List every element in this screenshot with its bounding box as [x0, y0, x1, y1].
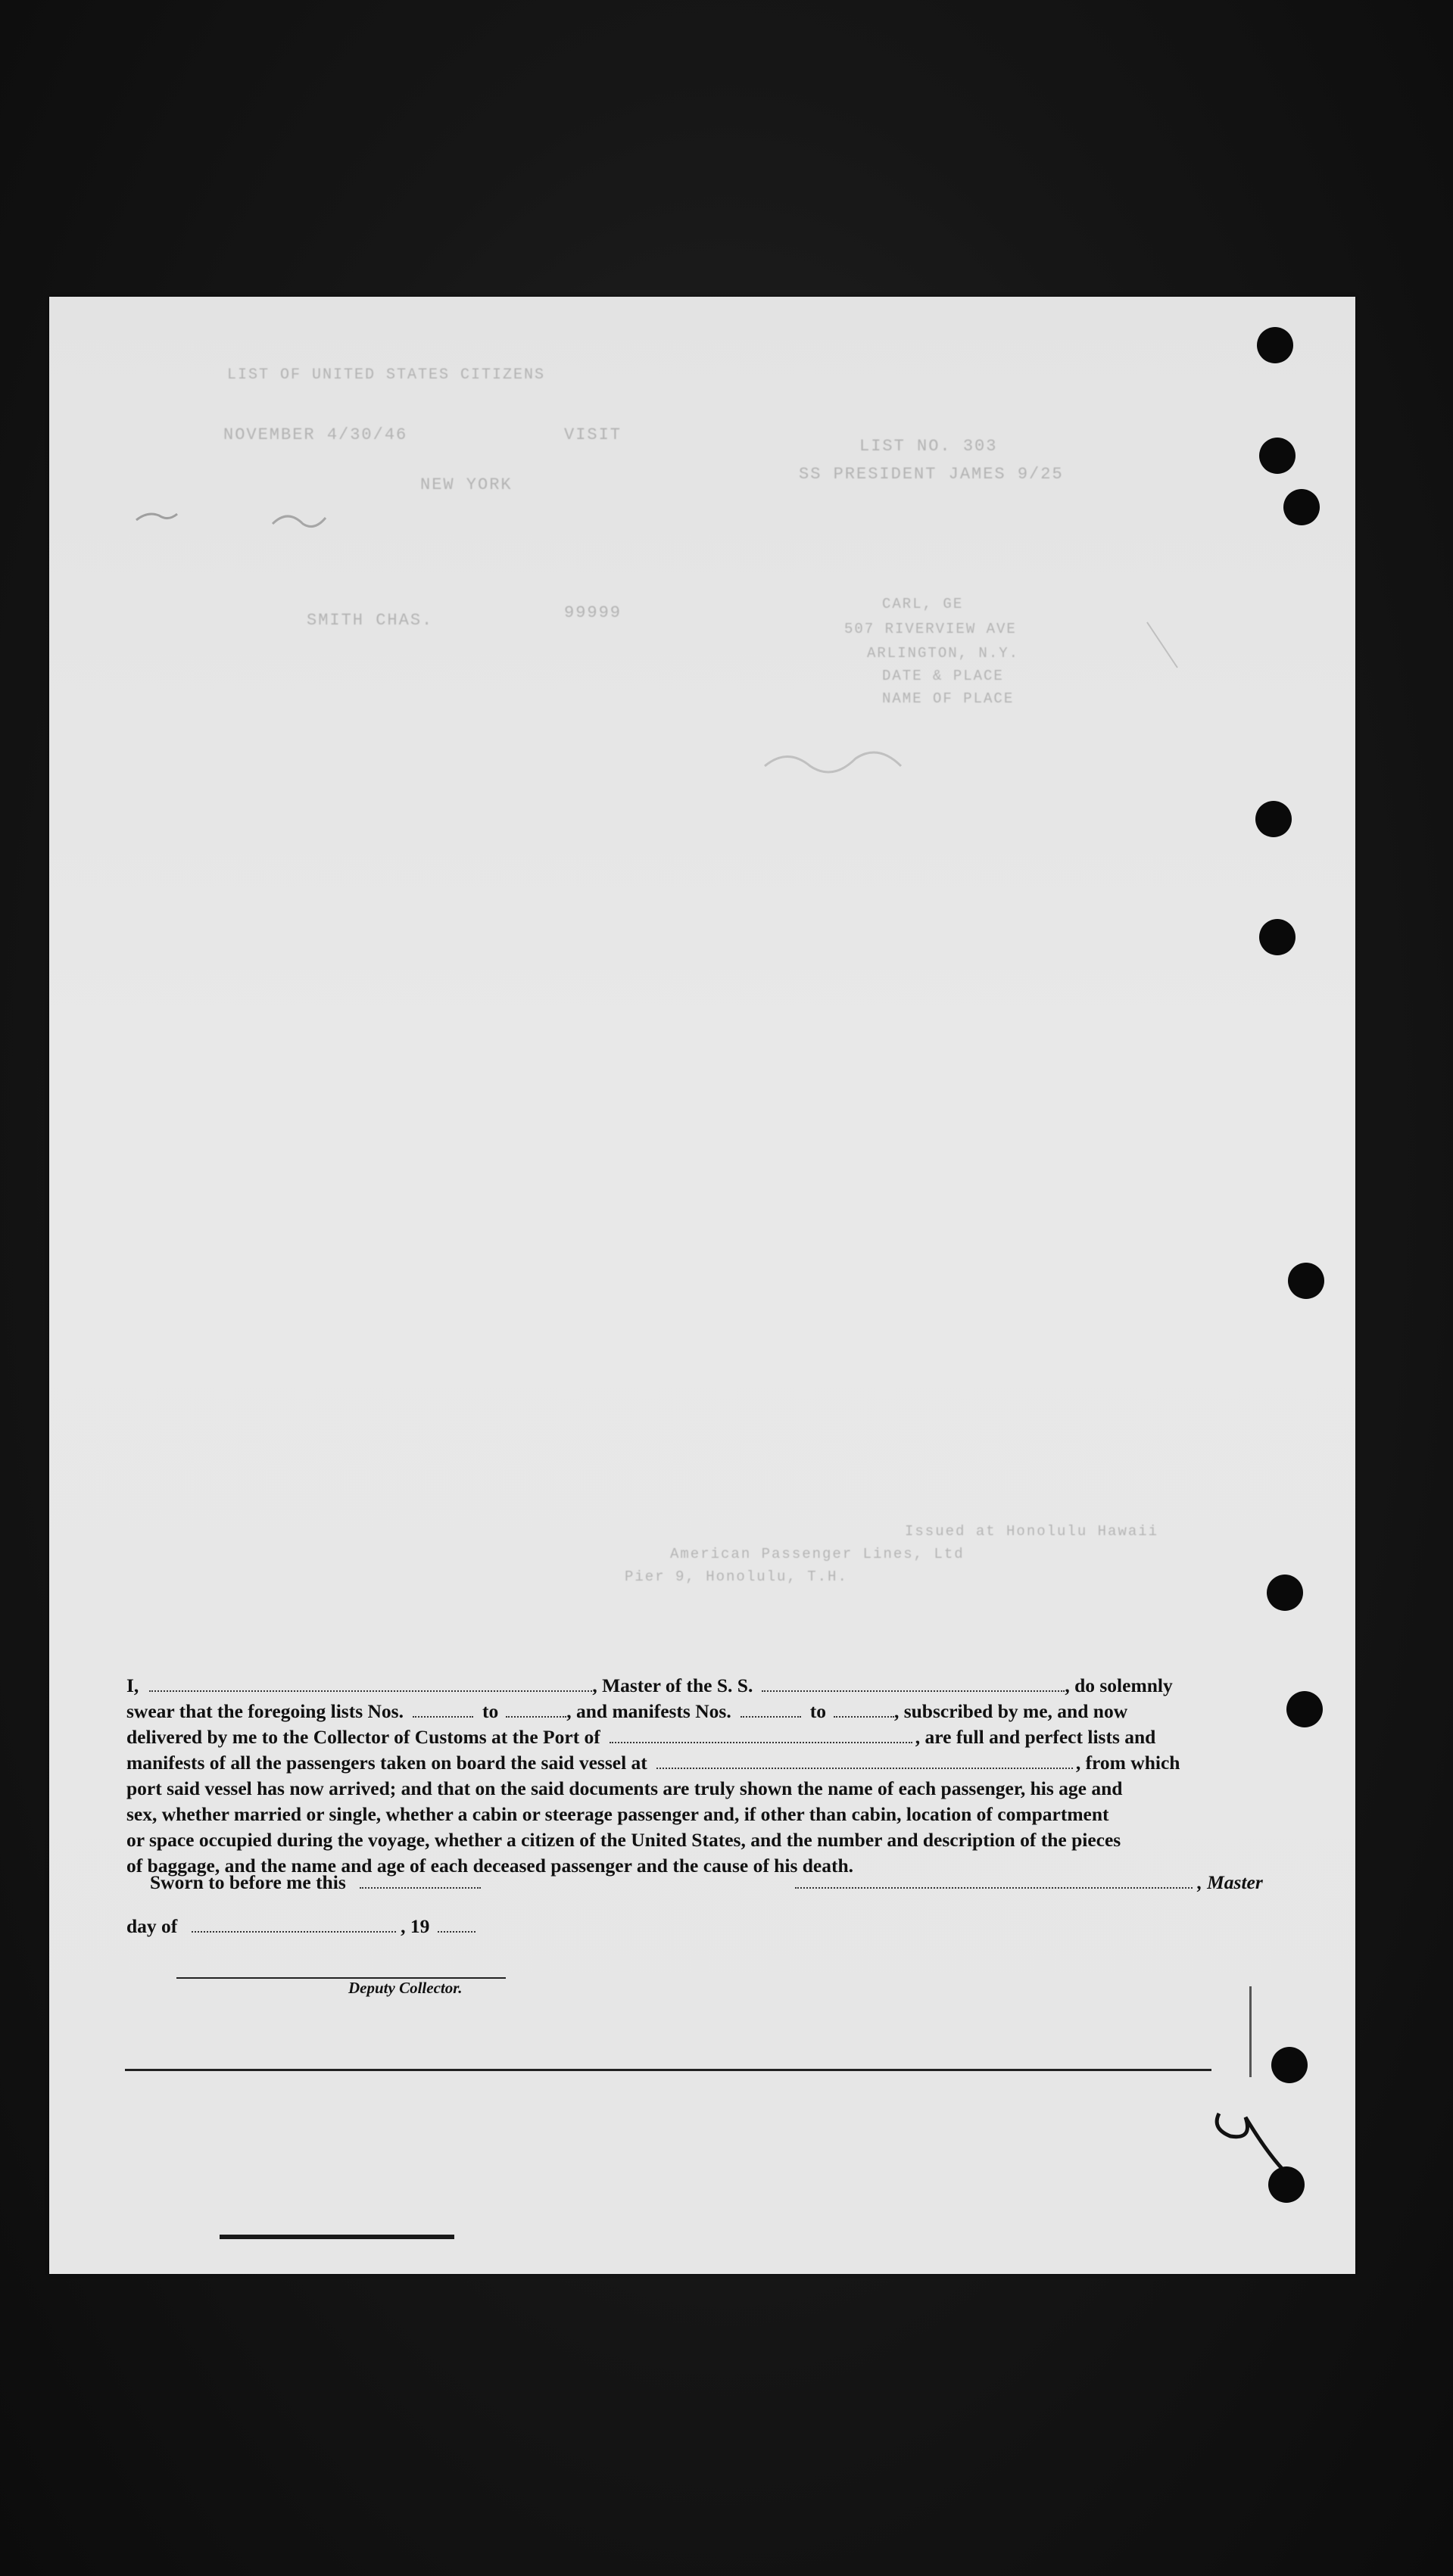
bleed-visit: VISIT [564, 425, 622, 444]
punch-hole [1268, 2166, 1305, 2203]
punch-hole [1255, 801, 1292, 837]
affidavit-text: to [809, 1700, 826, 1722]
ship-name-field[interactable] [762, 1675, 1065, 1692]
affidavit-line-2 [126, 1699, 1270, 1724]
affidavit-text: manifests of all the passengers taken on board the said vessel at [126, 1752, 647, 1774]
punch-hole [1257, 327, 1293, 363]
day-label: day of [126, 1915, 178, 1937]
master-label: , Master [1197, 1871, 1263, 1893]
day-field[interactable] [192, 1916, 396, 1933]
bleed-issued: Issued at Honolulu Hawaii [905, 1523, 1159, 1540]
sworn-row [150, 1871, 481, 1894]
bottom-rule [125, 2069, 1211, 2071]
master-signature-field[interactable] [795, 1872, 1193, 1889]
affidavit-line-3 [126, 1724, 1270, 1750]
bleed-address: 507 RIVERVIEW AVE [844, 621, 1017, 637]
affidavit-text: I, [126, 1674, 139, 1696]
manifests-from-field[interactable] [741, 1701, 801, 1718]
master-signature-row [795, 1871, 1263, 1894]
affidavit-text: , are full and perfect lists and [915, 1726, 1156, 1748]
bleed-city: ARLINGTON, N.Y. [867, 645, 1020, 662]
bleed-name: SMITH CHAS. [307, 611, 434, 630]
punch-hole [1271, 2047, 1308, 2083]
punch-hole [1286, 1691, 1323, 1727]
bleed-place-name: NAME OF PLACE [882, 690, 1015, 707]
lists-from-field[interactable] [413, 1701, 473, 1718]
affidavit-line-7: or space occupied during the voyage, whether a citizen of the United States, and the number and description of the pieces [126, 1829, 1121, 1851]
bleed-line: American Passenger Lines, Ltd [670, 1546, 965, 1562]
affidavit-text: , and manifests Nos. [566, 1700, 731, 1722]
day-row [126, 1915, 475, 1938]
year-label: , 19 [401, 1915, 430, 1937]
punch-hole [1259, 919, 1296, 955]
port-field[interactable] [610, 1727, 912, 1743]
affidavit-text: , do solemnly [1065, 1674, 1173, 1696]
bleed-title: LIST OF UNITED STATES CITIZENS [227, 366, 546, 384]
punch-hole [1283, 489, 1320, 525]
affidavit-line-8: of baggage, and the name and age of each deceased passenger and the cause of his death. [126, 1855, 854, 1877]
affidavit-text: , subscribed by me, and now [893, 1700, 1128, 1722]
affidavit-line-4 [126, 1750, 1270, 1776]
manifests-to-field[interactable] [834, 1701, 894, 1718]
affidavit-text: swear that the foregoing lists Nos. [126, 1700, 404, 1722]
affidavit-text: , from which [1075, 1752, 1180, 1774]
master-name-field[interactable] [149, 1675, 592, 1692]
bleed-pier: Pier 9, Honolulu, T.H. [625, 1568, 848, 1585]
bleed-date: NOVEMBER 4/30/46 [223, 425, 408, 444]
affidavit-line-6: sex, whether married or single, whether a cabin or steerage passenger and, if other than cabin, location of compartment [126, 1803, 1109, 1825]
punch-hole [1288, 1263, 1324, 1299]
year-field[interactable] [438, 1916, 475, 1933]
bleed-carl: CARL, GE [882, 596, 964, 612]
affidavit-text: to [482, 1700, 499, 1722]
punch-hole [1267, 1575, 1303, 1611]
affidavit-line-1 [126, 1673, 1270, 1699]
deputy-collector-label: Deputy Collector. [348, 1979, 463, 1997]
departure-port-field[interactable] [656, 1752, 1073, 1769]
lists-to-field[interactable] [506, 1701, 566, 1718]
sworn-label: Sworn to before me this [150, 1871, 346, 1893]
affidavit-text: , Master of the S. S. [592, 1674, 753, 1696]
affidavit-text: delivered by me to the Collector of Customs at the Port of [126, 1726, 600, 1748]
affidavit-line-5: port said vessel has now arrived; and that on the said documents are truly shown the name of each passenger, his age and [126, 1777, 1123, 1799]
sworn-date-field[interactable] [360, 1872, 481, 1889]
bleed-list-no: LIST NO. 303 [859, 437, 998, 456]
bleed-number: 99999 [564, 603, 622, 622]
bleed-ship: SS PRESIDENT JAMES 9/25 [799, 465, 1064, 484]
master-affidavit [126, 1673, 1270, 1879]
bleed-date-place: DATE & PLACE [882, 668, 1004, 684]
bleed-port: NEW YORK [420, 475, 513, 494]
punch-hole [1259, 438, 1296, 474]
